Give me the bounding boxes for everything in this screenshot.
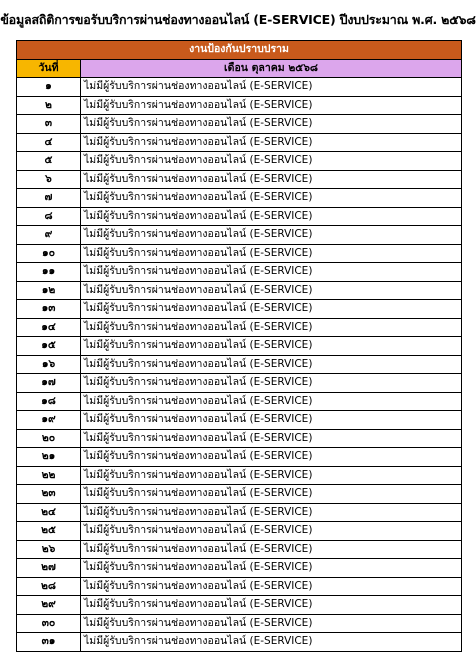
table-row (17, 577, 462, 596)
status-cell: ไม่มีผู้รับบริการผ่านช่องทางออนไลน์ (E-SERVICE) (81, 152, 462, 171)
table-row (17, 540, 462, 559)
day-cell: ๗ (17, 189, 81, 208)
table-row (17, 133, 462, 152)
day-cell: ๒๒ (17, 466, 81, 485)
table-row (17, 337, 462, 356)
day-cell: ๒๓ (17, 485, 81, 504)
table-row (17, 466, 462, 485)
status-cell: ไม่มีผู้รับบริการผ่านช่องทางออนไลน์ (E-SERVICE) (81, 115, 462, 134)
status-cell: ไม่มีผู้รับบริการผ่านช่องทางออนไลน์ (E-SERVICE) (81, 207, 462, 226)
day-cell: ๒๙ (17, 596, 81, 615)
status-cell: ไม่มีผู้รับบริการผ่านช่องทางออนไลน์ (E-SERVICE) (81, 466, 462, 485)
status-cell: ไม่มีผู้รับบริการผ่านช่องทางออนไลน์ (E-SERVICE) (81, 540, 462, 559)
table-row (17, 448, 462, 467)
day-cell: ๖ (17, 170, 81, 189)
table-row (17, 485, 462, 504)
day-cell: ๑๓ (17, 300, 81, 319)
table-row (17, 300, 462, 319)
table-row (17, 244, 462, 263)
table-row (17, 522, 462, 541)
status-cell: ไม่มีผู้รับบริการผ่านช่องทางออนไลน์ (E-SERVICE) (81, 337, 462, 356)
status-cell: ไม่มีผู้รับบริการผ่านช่องทางออนไลน์ (E-SERVICE) (81, 392, 462, 411)
status-cell: ไม่มีผู้รับบริการผ่านช่องทางออนไลน์ (E-SERVICE) (81, 244, 462, 263)
table-row (17, 78, 462, 97)
table-row (17, 355, 462, 374)
day-cell: ๒๐ (17, 429, 81, 448)
status-cell: ไม่มีผู้รับบริการผ่านช่องทางออนไลน์ (E-SERVICE) (81, 522, 462, 541)
table-row (17, 281, 462, 300)
day-cell: ๑๒ (17, 281, 81, 300)
column-header-row (17, 59, 462, 78)
status-cell: ไม่มีผู้รับบริการผ่านช่องทางออนไลน์ (E-SERVICE) (81, 189, 462, 208)
table-row (17, 189, 462, 208)
status-cell: ไม่มีผู้รับบริการผ่านช่องทางออนไลน์ (E-SERVICE) (81, 614, 462, 633)
day-cell: ๒๖ (17, 540, 81, 559)
day-cell: ๑๑ (17, 263, 81, 282)
day-cell: ๓๐ (17, 614, 81, 633)
status-cell: ไม่มีผู้รับบริการผ่านช่องทางออนไลน์ (E-SERVICE) (81, 559, 462, 578)
status-cell: ไม่มีผู้รับบริการผ่านช่องทางออนไลน์ (E-SERVICE) (81, 633, 462, 652)
status-cell: ไม่มีผู้รับบริการผ่านช่องทางออนไลน์ (E-SERVICE) (81, 448, 462, 467)
day-cell: ๒๑ (17, 448, 81, 467)
day-cell: ๘ (17, 207, 81, 226)
day-cell: ๓ (17, 115, 81, 134)
table-row (17, 429, 462, 448)
table-row (17, 152, 462, 171)
status-cell: ไม่มีผู้รับบริการผ่านช่องทางออนไลน์ (E-SERVICE) (81, 374, 462, 393)
table-row (17, 374, 462, 393)
day-cell: ๑๕ (17, 337, 81, 356)
status-cell: ไม่มีผู้รับบริการผ่านช่องทางออนไลน์ (E-SERVICE) (81, 170, 462, 189)
day-cell: ๑๘ (17, 392, 81, 411)
day-cell: ๒๘ (17, 577, 81, 596)
table-row (17, 633, 462, 652)
table-row (17, 170, 462, 189)
day-cell: ๑ (17, 78, 81, 97)
status-cell: ไม่มีผู้รับบริการผ่านช่องทางออนไลน์ (E-SERVICE) (81, 263, 462, 282)
day-cell: ๑๙ (17, 411, 81, 430)
status-cell: ไม่มีผู้รับบริการผ่านช่องทางออนไลน์ (E-SERVICE) (81, 411, 462, 430)
table-row (17, 614, 462, 633)
day-cell: ๑๖ (17, 355, 81, 374)
day-cell: ๒๗ (17, 559, 81, 578)
status-cell: ไม่มีผู้รับบริการผ่านช่องทางออนไลน์ (E-SERVICE) (81, 577, 462, 596)
day-cell: ๙ (17, 226, 81, 245)
day-cell: ๒ (17, 96, 81, 115)
status-cell: ไม่มีผู้รับบริการผ่านช่องทางออนไลน์ (E-SERVICE) (81, 133, 462, 152)
page-title: ข้อมูลสถิติการขอรับบริการผ่านช่องทางออนไลน์ (E-SERVICE) ปีงบประมาณ พ.ศ. ๒๕๖๘ (0, 12, 476, 27)
table-row (17, 503, 462, 522)
status-cell: ไม่มีผู้รับบริการผ่านช่องทางออนไลน์ (E-SERVICE) (81, 318, 462, 337)
department-header: งานป้องกันปราบปราม (17, 41, 462, 60)
day-cell: ๑๐ (17, 244, 81, 263)
status-cell: ไม่มีผู้รับบริการผ่านช่องทางออนไลน์ (E-SERVICE) (81, 485, 462, 504)
day-cell: ๑๗ (17, 374, 81, 393)
day-cell: ๔ (17, 133, 81, 152)
day-column-header: วันที่ (17, 59, 81, 78)
table-row (17, 559, 462, 578)
day-cell: ๑๔ (17, 318, 81, 337)
status-cell: ไม่มีผู้รับบริการผ่านช่องทางออนไลน์ (E-SERVICE) (81, 281, 462, 300)
status-cell: ไม่มีผู้รับบริการผ่านช่องทางออนไลน์ (E-SERVICE) (81, 78, 462, 97)
table-row (17, 392, 462, 411)
table-row (17, 96, 462, 115)
table-row (17, 263, 462, 282)
status-cell: ไม่มีผู้รับบริการผ่านช่องทางออนไลน์ (E-SERVICE) (81, 300, 462, 319)
statistics-table (16, 40, 462, 652)
table-row (17, 596, 462, 615)
month-column-header: เดือน ตุลาคม ๒๕๖๘ (81, 59, 462, 78)
status-cell: ไม่มีผู้รับบริการผ่านช่องทางออนไลน์ (E-SERVICE) (81, 429, 462, 448)
status-cell: ไม่มีผู้รับบริการผ่านช่องทางออนไลน์ (E-SERVICE) (81, 226, 462, 245)
day-cell: ๒๕ (17, 522, 81, 541)
table-row (17, 207, 462, 226)
day-cell: ๒๔ (17, 503, 81, 522)
table-body (17, 78, 462, 652)
day-cell: ๓๑ (17, 633, 81, 652)
status-cell: ไม่มีผู้รับบริการผ่านช่องทางออนไลน์ (E-SERVICE) (81, 96, 462, 115)
table-row (17, 318, 462, 337)
day-cell: ๕ (17, 152, 81, 171)
status-cell: ไม่มีผู้รับบริการผ่านช่องทางออนไลน์ (E-SERVICE) (81, 596, 462, 615)
table-row (17, 226, 462, 245)
table-row (17, 115, 462, 134)
status-cell: ไม่มีผู้รับบริการผ่านช่องทางออนไลน์ (E-SERVICE) (81, 355, 462, 374)
department-row (17, 41, 462, 60)
status-cell: ไม่มีผู้รับบริการผ่านช่องทางออนไลน์ (E-SERVICE) (81, 503, 462, 522)
table-row (17, 411, 462, 430)
